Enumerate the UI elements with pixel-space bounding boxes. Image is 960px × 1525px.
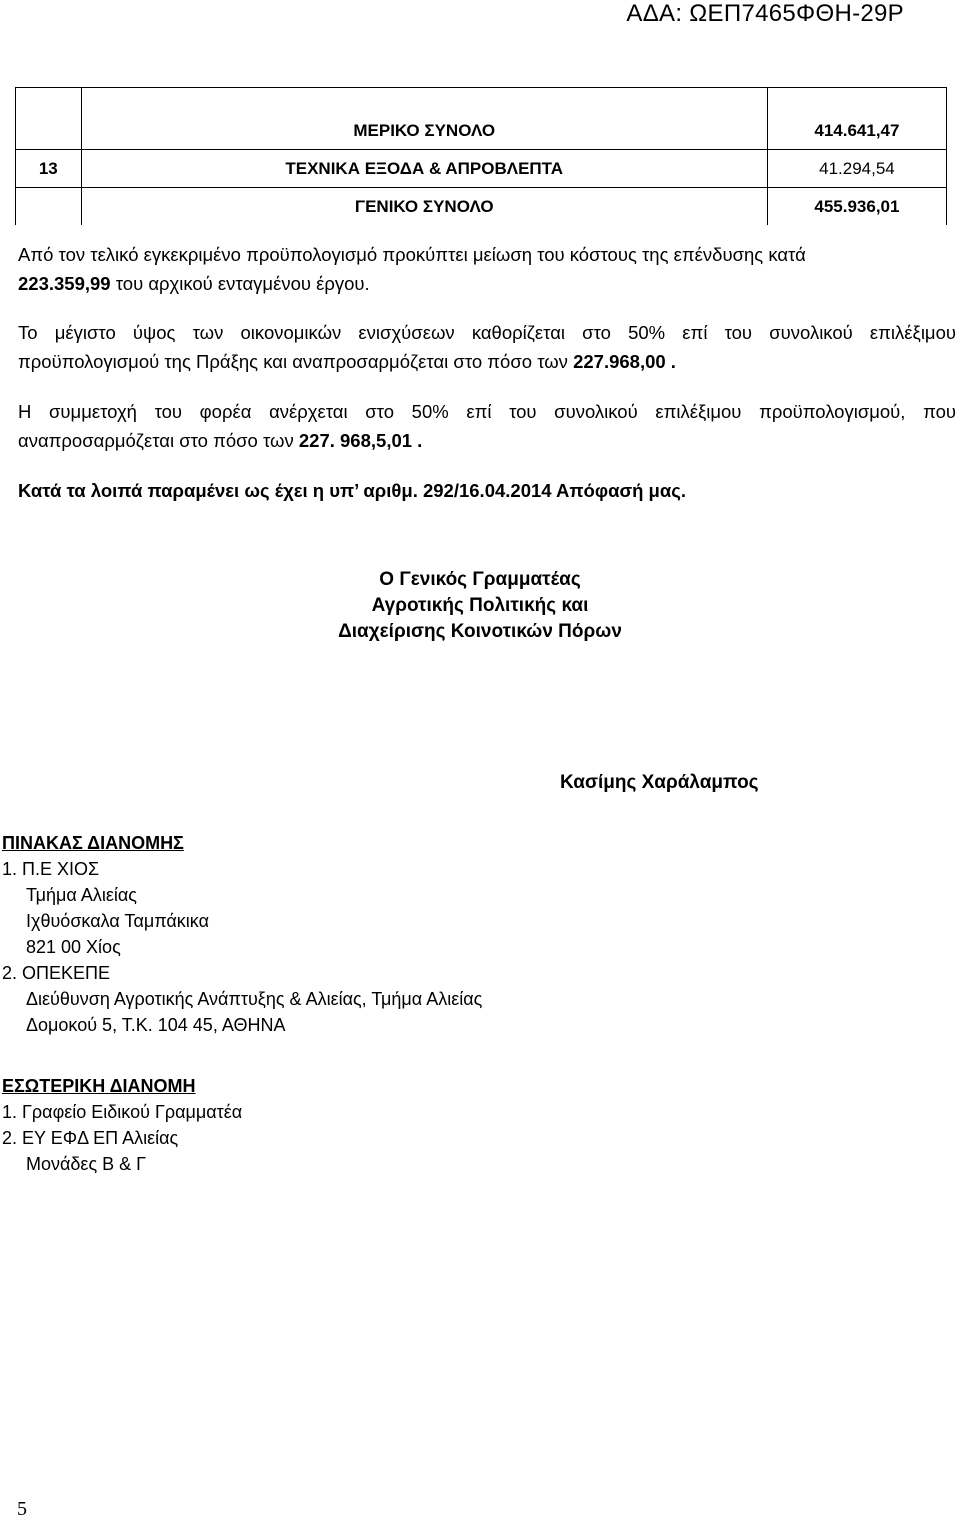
signatory-name: Κασίμης Χαράλαμπος <box>560 772 759 793</box>
row-value: 41.294,54 <box>767 150 946 188</box>
grand-total-value: 455.936,01 <box>767 188 946 226</box>
partial-total-label: ΜΕΡΙΚΟ ΣΥΝΟΛΟ <box>81 112 767 150</box>
distribution-list: ΠΙΝΑΚΑΣ ΔΙΑΝΟΜΗΣ 1. Π.Ε ΧΙΟΣ Τμήμα Αλιείας Ιχθυόσκαλα Ταμπάκικα 821 00 Χίος 2. ΟΠΕΚΕΠΕ Διεύθυνση Αγροτικής Ανάπτυξης & Αλιείας, Τμήμα Αλιείας Δομοκού 5, Τ.Κ. 104 45, ΑΘΗΝΑ <box>2 830 482 1038</box>
internal-distribution-list: ΕΣΩΤΕΡΙΚΗ ΔΙΑΝΟΜΗ 1. Γραφείο Ειδικού Γραμματέα 2. ΕΥ ΕΦΔ ΕΠ Αλιείας Μονάδες Β & Γ <box>2 1073 242 1177</box>
internal-distribution-item: 1. Γραφείο Ειδικού Γραμματέα <box>2 1102 243 1122</box>
internal-distribution-title: ΕΣΩΤΕΡΙΚΗ ΔΙΑΝΟΜΗ <box>2 1076 196 1096</box>
grand-total-label: ΓΕΝΙΚΟ ΣΥΝΟΛΟ <box>81 188 767 226</box>
paragraph-remaining: Κατά τα λοιπά παραμένει ως έχει η υπ’ αριθμ. 292/16.04.2014 Απόφασή μας. <box>18 480 686 501</box>
cost-table <box>15 87 947 226</box>
table-row-grand-total <box>16 188 947 226</box>
distribution-item: 1. Π.Ε ΧΙΟΣ <box>2 859 100 879</box>
row-number: 13 <box>16 150 82 188</box>
row-label: ΤΕΧΝΙΚΑ ΕΞΟΔΑ & ΑΠΡΟΒΛΕΠΤΑ <box>81 150 767 188</box>
internal-distribution-item: 2. ΕΥ ΕΦΔ ΕΠ Αλιείας <box>2 1128 179 1148</box>
signature-title-1: Ο Γενικός Γραμματέας <box>379 569 581 590</box>
table-row <box>16 150 947 188</box>
distribution-title: ΠΙΝΑΚΑΣ ΔΙΑΝΟΜΗΣ <box>2 833 184 853</box>
signature-title-3: Διαχείρισης Κοινοτικών Πόρων <box>338 621 622 642</box>
signature-title-2: Αγροτικής Πολιτικής και <box>371 595 589 616</box>
paragraph-cost-reduction: Από τον τελικό εγκεκριμένο προϋπολογισμό προκύπτει μείωση του κόστους της επένδυσης κατά 223.359,99 του αρχικού ενταγμένου έργου. <box>18 244 806 294</box>
ada-code: ΑΔΑ: ΩΕΠ7465ΦΘΗ-29Ρ <box>626 0 904 27</box>
table-row <box>16 88 947 113</box>
table-row-partial-total <box>16 112 947 150</box>
partial-total-value: 414.641,47 <box>767 112 946 150</box>
page-number: 5 <box>17 1498 27 1520</box>
paragraph-participation: Η συμμετοχή του φορέα ανέρχεται στο 50% επί του συνολικού επιλέξιμου προϋπολογισμού, που αναπροσαρμόζεται στο πόσο των 227. 968,5,01 . <box>18 401 956 451</box>
distribution-item: 2. ΟΠΕΚΕΠΕ <box>2 963 111 983</box>
paragraph-max-funding: Το μέγιστο ύψος των οικονομικών ενισχύσεων καθορίζεται στο 50% επί του συνολικού επιλέξιμου προϋπολογισμού της Πράξης και αναπροσαρμόζεται στο πόσο των 227.968,00 . <box>18 322 956 372</box>
